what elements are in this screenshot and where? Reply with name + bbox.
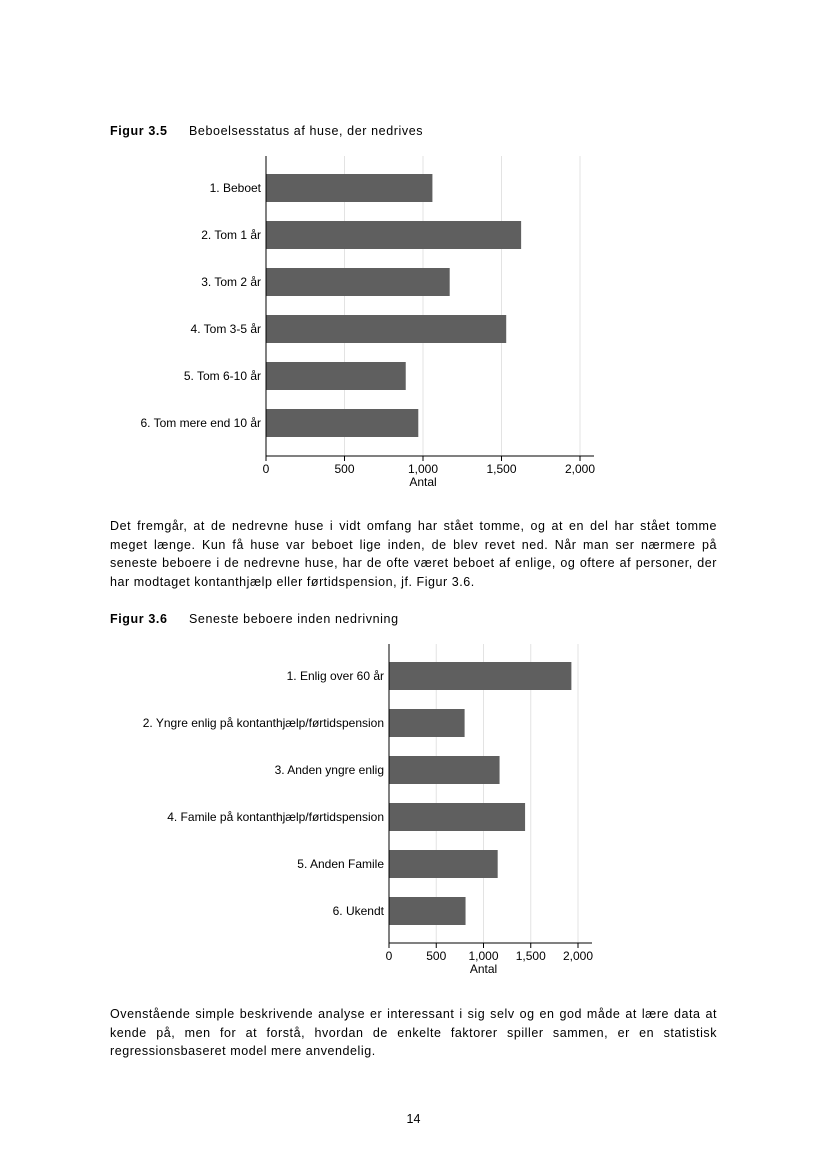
category-label: 5. Tom 6-10 år [183, 369, 261, 383]
bar [266, 409, 418, 437]
category-label: 3. Tom 2 år [201, 275, 261, 289]
body-paragraph: Det fremgår, at de nedrevne huse i vidt omfang har stået tomme, og at en del har stået tomme meget længe. Kun få huse var beboet lige inden, de blev revet ned. Når man ser nærmere på seneste beboere i de nedrevne huse, har de ofte været beboet af enlige, og oftere af personer, der har modtaget kontanthjælp eller førtidspension, jf. Figur 3.6. [110, 519, 717, 589]
category-label: 3. Anden yngre enlig [274, 763, 384, 777]
category-label: 2. Tom 1 år [201, 228, 261, 242]
x-tick-label: 1,000 [468, 949, 499, 963]
x-axis-label: Antal [409, 475, 437, 489]
page-number: 14 [406, 1112, 421, 1126]
bar [389, 897, 466, 925]
figure-label: Figur 3.5 [110, 124, 168, 138]
figure-title: Seneste beboere inden nedrivning [189, 612, 399, 626]
x-tick-label: 1,500 [486, 462, 517, 476]
bar [266, 174, 432, 202]
body-paragraph: Ovenstående simple beskrivende analyse er interessant i sig selv og en god måde at lære data at kende på, men for at forstå, hvordan de enkelte faktorer spiller sammen, er en statistisk regressionsbaseret model mere anvendelig. [110, 1007, 717, 1058]
bar [389, 803, 525, 831]
category-label: 1. Enlig over 60 år [286, 669, 384, 683]
bar [266, 221, 521, 249]
x-tick-label: 0 [385, 949, 393, 963]
x-tick-label: 2,000 [562, 949, 594, 963]
category-label: 2. Yngre enlig på kontanthjælp/førtidspension [142, 716, 384, 730]
x-tick-label: 500 [334, 462, 355, 476]
bar [389, 756, 500, 784]
bar [266, 362, 406, 390]
x-axis-label: Antal [469, 962, 498, 976]
bar [266, 315, 506, 343]
bar [389, 709, 465, 737]
x-tick-label: 2,000 [564, 462, 596, 476]
figure-label: Figur 3.6 [110, 612, 168, 626]
x-tick-label: 1,000 [407, 462, 439, 476]
bar [266, 268, 450, 296]
bar [389, 662, 571, 690]
figure-3-5-caption [110, 124, 423, 138]
category-label: 1. Beboet [209, 181, 261, 195]
category-label: 5. Anden Famile [297, 857, 384, 871]
category-label: 4. Tom 3-5 år [190, 322, 261, 336]
category-label: 4. Famile på kontanthjælp/førtidspension [167, 810, 384, 824]
category-label: 6. Ukendt [332, 904, 384, 918]
bar [389, 850, 498, 878]
category-label: 6. Tom mere end 10 år [140, 416, 261, 430]
x-tick-label: 0 [262, 462, 270, 476]
x-tick-label: 1,500 [515, 949, 546, 963]
figure-title: Beboelsesstatus af huse, der nedrives [189, 124, 424, 138]
figure-3-6-caption [110, 612, 399, 626]
x-tick-label: 500 [426, 949, 447, 963]
